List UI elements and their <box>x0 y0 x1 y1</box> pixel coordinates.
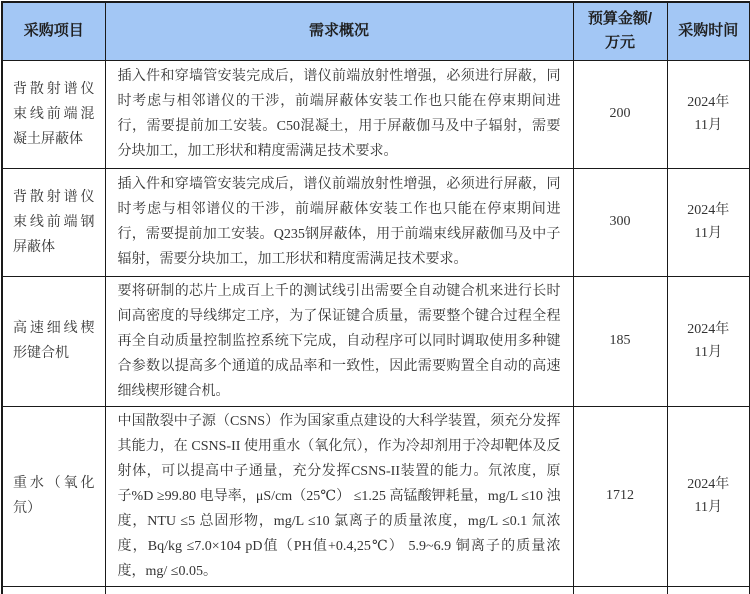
cell-description: 插入件和穿墙管安装完成后，谱仪前端放射性增强，必须进行屏蔽，同时考虑与相邻谱仪的干涉，前端屏蔽体安装工作也只能在停束期间进行，需要提前加工安装。Q235钢屏蔽体，用于前端束线屏蔽伽马及中子辐射，需要分块加工，加工形状和精度需满足技术要求。 <box>105 168 573 276</box>
cell-description: 插入件和穿墙管安装完成后，谱仪前端放射性增强，必须进行屏蔽，同时考虑与相邻谱仪的干涉，前端屏蔽体安装工作也只能在停束期间进行，需要提前加工安装。C50混凝土，用于屏蔽伽马及中子辐射，需要分块加工，加工形状和精度需满足技术要求。 <box>105 60 573 168</box>
cell-description: 要将研制的芯片上成百上千的测试线引出需要全自动键合机来进行长时间高密度的导线绑定工序，为了保证键合质量，需要整个键合过程全程再全自动质量控制监控系统下完成，自动程序可以同时调取使用多种键合参数以提高多个通道的成品率和一致性，因此需要购置全自动的高速细线楔形键合机。 <box>105 276 573 406</box>
cell-budget: 185 <box>573 276 667 406</box>
cell-item: 高速细线楔形键合机 <box>2 276 105 406</box>
cell-item: 背散射谱仪束线前端钢屏蔽体 <box>2 168 105 276</box>
header-procurement-time: 采购时间 <box>667 2 750 60</box>
cell-time: 2024年11月 <box>667 168 750 276</box>
cell-time: 2024年11月 <box>667 406 750 586</box>
table-row <box>2 276 750 406</box>
cell-time <box>667 586 750 594</box>
cell-time: 2024年11月 <box>667 60 750 168</box>
cell-item: 背散射谱仪束线前端混凝土屏蔽体 <box>2 60 105 168</box>
header-budget-amount: 预算金额/万元 <box>573 2 667 60</box>
cell-item <box>2 586 105 594</box>
header-procurement-item: 采购项目 <box>2 2 105 60</box>
cell-budget: 300 <box>573 168 667 276</box>
cell-item: 重水（氧化氘） <box>2 406 105 586</box>
cell-time: 2024年11月 <box>667 276 750 406</box>
header-requirement-overview: 需求概况 <box>105 2 573 60</box>
cell-budget <box>573 586 667 594</box>
cell-budget: 1712 <box>573 406 667 586</box>
header-row <box>2 2 750 60</box>
cell-description: 中国散裂中子源（CSNS）作为国家重点建设的大科学装置，须充分发挥其能力，在 CSNS-II 使用重水（氧化氘），作为冷却剂用于冷却靶体及反射体，可以提高中子通量，充分发挥CSNS-II装置的能力。氘浓度，原子%D ≥99.80 电导率，μS/cm（25℃） ≤1.25 高锰酸钾耗量，mg/L ≤10 浊度，NTU ≤5 总固形物，mg/L ≤10 氯离子的质量浓度，mg/L ≤0.1 氚浓度，Bq/kg ≤7.0×104 pD值（PH值+0.4,25℃） 5.9~6.9 铜离子的质量浓度，mg/ ≤0.05。 <box>105 406 573 586</box>
table-row <box>2 60 750 168</box>
table-row <box>2 168 750 276</box>
table-row-partial <box>2 586 750 594</box>
cell-budget: 200 <box>573 60 667 168</box>
procurement-table <box>1 1 750 594</box>
table-row <box>2 406 750 586</box>
cell-description <box>105 586 573 594</box>
